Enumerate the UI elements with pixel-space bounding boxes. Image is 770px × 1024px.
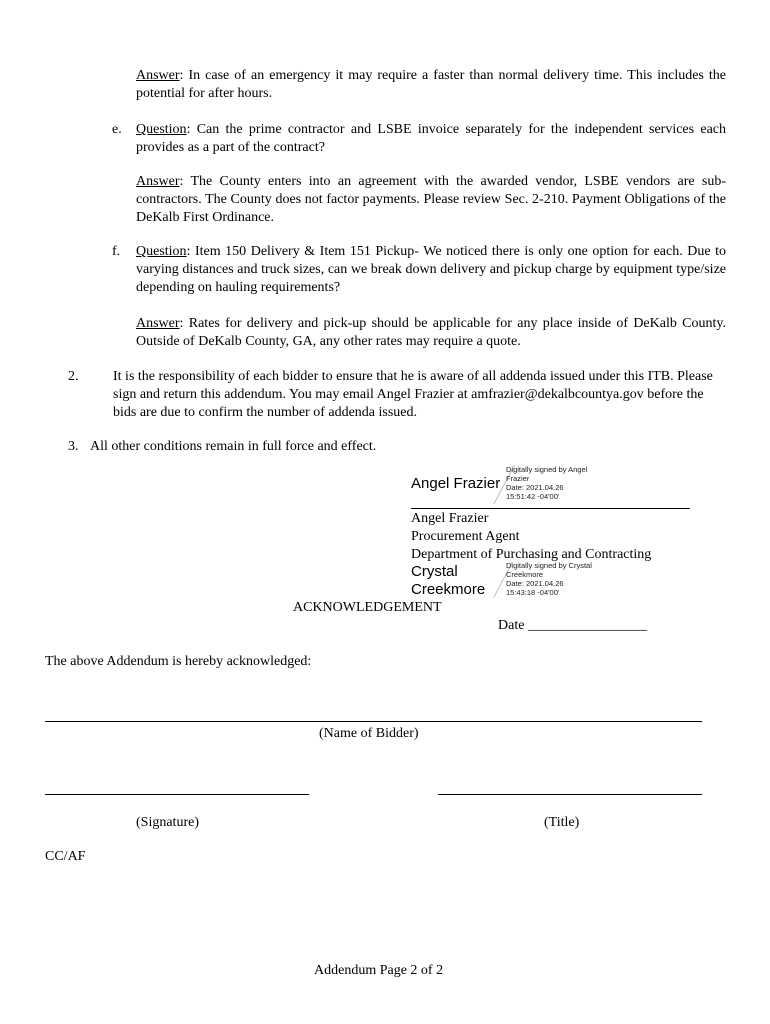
answer-text: : Rates for delivery and pick-up should be applicable for any place inside of DeKalb County. Outside of DeKalb County, GA, any other rates may require a quote. <box>136 316 726 349</box>
question-text: : Item 150 Delivery & Item 151 Pickup- We noticed there is only one option for each. Due to varying distances and truck sizes, can we break down delivery and pickup charge by equipment type/size depending on hauling requirements? <box>136 244 726 295</box>
digital-signature-block-2 <box>506 561 606 597</box>
date-blank: _________________ <box>527 618 647 633</box>
page-footer: Addendum Page 2 of 2 <box>314 963 444 978</box>
item-3-text: All other conditions remain in full force and effect. <box>90 439 377 454</box>
digital-sig-line: Digitally signed by Crystal <box>506 561 592 570</box>
acknowledgement-statement: The above Addendum is hereby acknowledged: <box>45 654 312 669</box>
item-e-answer <box>136 173 726 227</box>
item-f-marker: f. <box>112 244 121 259</box>
name-of-bidder-label: (Name of Bidder) <box>319 726 419 741</box>
answer-label: Answer <box>136 316 180 331</box>
signature-crystal: Crystal <box>411 563 458 580</box>
answer-label: Answer <box>136 174 180 189</box>
signature-creekmore: Creekmore <box>411 581 486 598</box>
question-text: : Can the prime contractor and LSBE invoice separately for the independent services each provides as a part of the contract? <box>136 122 726 155</box>
signature-input-line[interactable] <box>45 794 309 795</box>
item-f-question <box>136 243 726 297</box>
bidder-name-line[interactable] <box>45 721 702 722</box>
signer-department: Department of Purchasing and Contracting <box>411 547 652 562</box>
digital-sig-time: 15:51:42 -04'00' <box>506 492 560 501</box>
cc-initials: CC/AF <box>45 849 86 864</box>
item-e-question <box>136 121 726 157</box>
item-3-marker: 3. <box>68 439 79 454</box>
answer-label: Answer <box>136 68 180 83</box>
digital-sig-line: Creekmore <box>506 570 544 579</box>
digital-signature-block-1 <box>506 465 606 501</box>
digital-sig-date: Date: 2021.04.26 <box>506 483 564 492</box>
question-label: Question <box>136 244 187 259</box>
item-d-answer <box>136 67 726 103</box>
answer-text: : In case of an emergency it may require a faster than normal delivery time. This includes the potential for after hours. <box>136 68 726 101</box>
signature-label: (Signature) <box>136 815 199 830</box>
title-input-line[interactable] <box>438 794 702 795</box>
item-2-text: It is the responsibility of each bidder to ensure that he is aware of all addenda issued under this ITB. Please sign and return this addendum. You may email Angel Frazier at amfrazier@dekalbcountya.gov before the bids are due to confirm the number of addenda issued. <box>113 369 713 420</box>
title-label: (Title) <box>544 815 580 830</box>
signer-title: Procurement Agent <box>411 529 520 544</box>
date-field[interactable] <box>498 617 647 635</box>
signature-line <box>411 508 690 509</box>
date-label: Date <box>498 618 525 633</box>
item-2-marker: 2. <box>68 369 79 384</box>
digital-sig-line: Digitally signed by Angel <box>506 465 588 474</box>
acknowledgement-heading: ACKNOWLEDGEMENT <box>293 600 442 615</box>
item-f-answer <box>136 315 726 351</box>
signature-angel-frazier: Angel Frazier <box>411 475 501 492</box>
digital-sig-line: Frazier <box>506 474 530 483</box>
question-label: Question <box>136 122 187 137</box>
digital-sig-date: Date: 2021.04.26 <box>506 579 564 588</box>
item-e-marker: e. <box>112 122 122 137</box>
digital-sig-time: 15:43:18 -04'00' <box>506 588 560 597</box>
signer-name: Angel Frazier <box>411 511 489 526</box>
answer-text: : The County enters into an agreement with the awarded vendor, LSBE vendors are sub-contractors. The County does not factor payments. Please review Sec. 2-210. Payment Obligations of the DeKalb First Ordinance. <box>136 174 726 225</box>
